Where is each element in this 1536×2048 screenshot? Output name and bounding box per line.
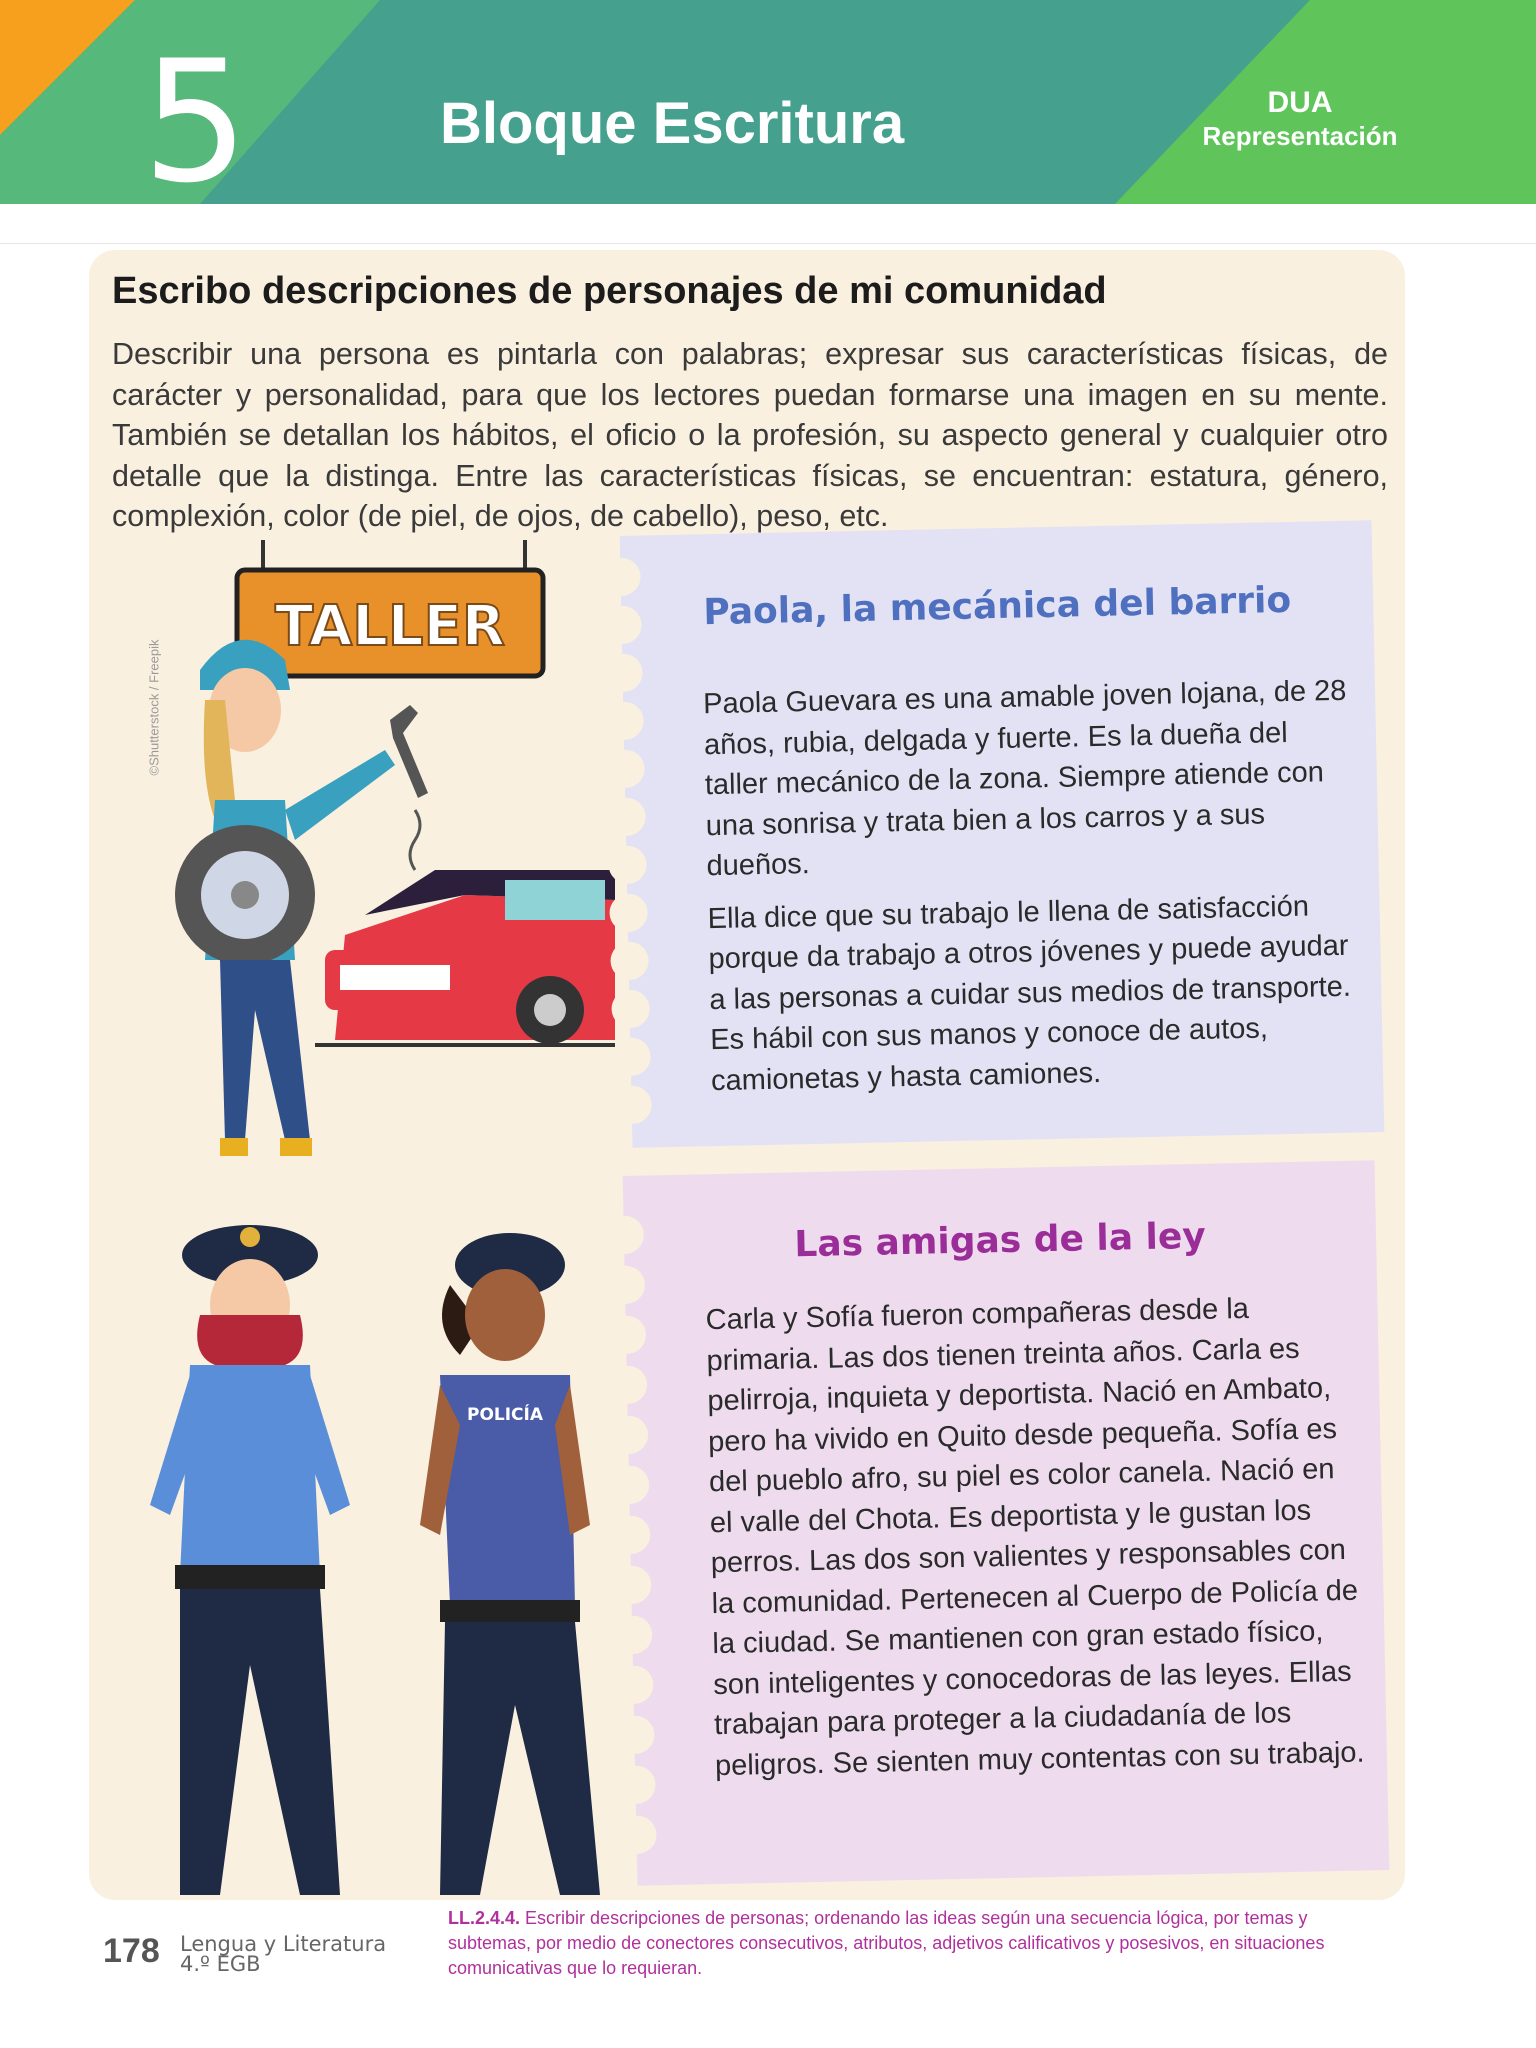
- image-credit: ©Shutterstock / Freepik: [146, 639, 162, 776]
- block-title: Bloque Escritura: [440, 91, 905, 156]
- note-paragraph: Paola Guevara es una amable joven lojana, de 28 años, rubia, delgada y fuerte. Es la dueña del taller mecánico de la zona. Siempre atiende con una sonrisa y trata bien a los carros y a sus dueños.: [702, 674, 1347, 883]
- note-card-paola: [620, 520, 1385, 1148]
- subject-name: Lengua y Literatura: [180, 1932, 387, 1956]
- page-number: 178: [103, 1932, 160, 1970]
- policia-badge-text: POLICÍA: [466, 1405, 544, 1425]
- note-card-amigas: [623, 1160, 1390, 1886]
- curriculum-standard: [448, 1906, 1348, 1981]
- intro-paragraph: Describir una persona es pintarla con palabras; expresar sus características físicas, de carácter y personalidad, para que los lectores puedan formarse una imagen en su mente. También se detallan los hábitos, el oficio o la profesión, su aspecto general y cualquier otro detalle que la distinga. Entre las características físicas, se encuentran: estatura, género, complexión, color (de piel, de ojos, de cabello), peso, etc.: [112, 337, 1388, 533]
- standard-text: Escribir descripciones de personas; ordenando las ideas según una secuencia lógica, por temas y subtemas, por medio de conectores consecutivos, atributos, adjetivos calificativos y posesivos, en situaciones comunicativas que lo requieran.: [448, 1908, 1325, 1978]
- dua-title: DUA: [1267, 86, 1333, 119]
- mechanic-illustration: [175, 540, 625, 1190]
- page-header: [0, 0, 1536, 204]
- note-paragraph: Carla y Sofía fueron compañeras desde la primaria. Las dos tienen treinta años. Carla es pelirroja, inquieta y deportista. Nació en Ambato, pero ha vivido en Quito desde pequeña. Sofía es del pueblo afro, su piel es color canela. Nació en el valle del Chota. Es deportista y le gustan los perros. Las dos son valientes y responsables con la comunidad. Pertenecen al Cuerpo de Policía de la ciudad. Se mantienen con gran estado físico, son inteligentes y conocedoras de las leyes. Ellas trabajan para proteger a la ciudadanía de los peligros. Se sienten muy contentas con su trabajo.: [705, 1292, 1365, 1782]
- note-title: Paola, la mecánica del barrio: [702, 579, 1292, 634]
- standard-code: LL.2.4.4.: [448, 1908, 521, 1928]
- grade-label: 4.º EGB: [180, 1952, 261, 1976]
- dua-subtitle: Representación: [1202, 121, 1398, 151]
- note-title: Las amigas de la ley: [793, 1215, 1207, 1266]
- header-divider: [0, 243, 1536, 244]
- taller-sign-text: TALLER: [275, 594, 505, 659]
- police-officers-illustration: [130, 1205, 630, 1895]
- note-body: [705, 1287, 1367, 1787]
- note-paragraph: Ella dice que su trabajo le llena de satisfacción porque da trabajo a otros jóvenes y puede ayudar a las personas a cuidar sus medios de transporte. Es hábil con sus manos y conoce de autos, camionetas y hasta camiones.: [707, 890, 1352, 1097]
- note-body: [703, 671, 1364, 1102]
- subject-label: [180, 1934, 386, 1974]
- section-title: Escribo descripciones de personajes de mi comunidad: [112, 270, 1107, 312]
- dua-label: [1180, 86, 1420, 152]
- block-number: 5: [142, 24, 249, 204]
